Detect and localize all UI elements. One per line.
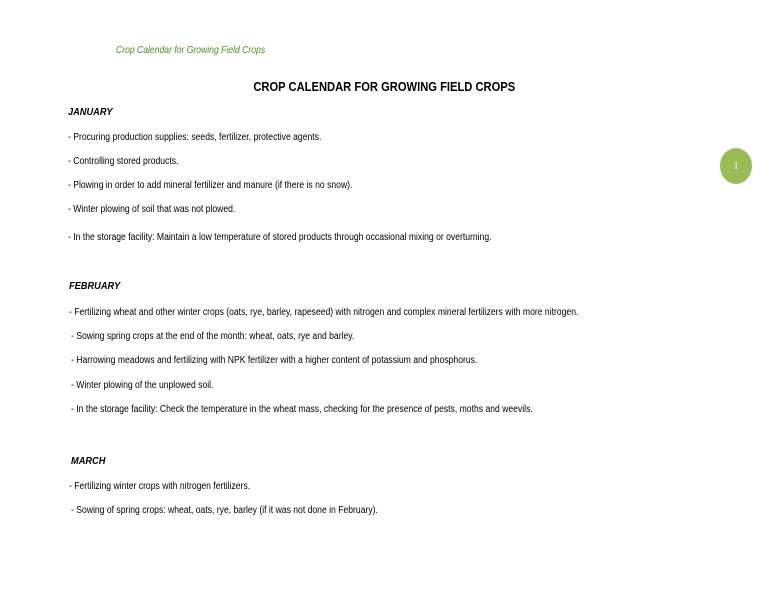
list-item: - Procuring production supplies: seeds, fertilizer, protective agents. xyxy=(68,132,322,143)
list-item: - Fertilizing winter crops with nitrogen fertilizers. xyxy=(69,481,251,492)
list-item: - In the storage facility: Maintain a low temperature of stored products through occasional mixing or overturning. xyxy=(68,232,492,243)
list-item: - In the storage facility: Check the temperature in the wheat mass, checking for the presence of pests, moths and weevils. xyxy=(71,404,533,415)
page-number-badge: 1 xyxy=(720,148,752,184)
page-title-text: CROP CALENDAR FOR GROWING FIELD CROPS xyxy=(253,79,515,94)
list-item: - Sowing spring crops at the end of the month: wheat, oats, rye and barley. xyxy=(71,331,355,342)
month-heading-march: MARCH xyxy=(71,455,106,467)
list-item: - Plowing in order to add mineral fertilizer and manure (if there is no snow). xyxy=(68,180,353,191)
month-heading-january: JANUARY xyxy=(68,106,113,118)
page-title xyxy=(0,79,768,94)
list-item: - Controlling stored products. xyxy=(68,156,179,167)
running-header: Crop Calendar for Growing Field Crops xyxy=(116,45,266,56)
list-item: - Winter plowing of soil that was not plowed. xyxy=(68,204,236,215)
list-item: - Sowing of spring crops: wheat, oats, rye, barley (if it was not done in February). xyxy=(71,505,378,516)
list-item: - Fertilizing wheat and other winter crops (oats, rye, barley, rapeseed) with nitrogen and complex mineral fertilizers with more nitrogen. xyxy=(69,307,579,318)
list-item: - Harrowing meadows and fertilizing with NPK fertilizer with a higher content of potassium and phosphorus. xyxy=(71,355,478,366)
list-item: - Winter plowing of the unplowed soil. xyxy=(71,380,214,391)
month-heading-february: FEBRUARY xyxy=(69,280,121,292)
